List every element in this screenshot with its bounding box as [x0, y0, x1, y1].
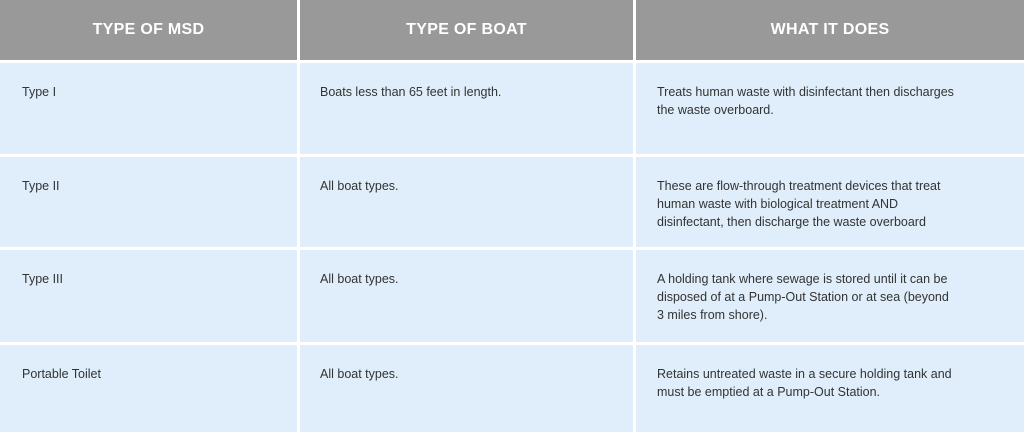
- cell-msd-type: Portable Toilet: [0, 342, 300, 432]
- cell-what-it-does: These are flow-through treatment devices that treat human waste with biological treatment AND disinfectant, then discharge the waste overboard: [636, 154, 1024, 247]
- cell-boat-type: All boat types.: [300, 154, 636, 247]
- header-what-it-does: WHAT IT DOES: [636, 0, 1024, 60]
- cell-what-it-does: A holding tank where sewage is stored until it can be disposed of at a Pump-Out Station or at sea (beyond 3 miles from shore).: [636, 247, 1024, 342]
- header-type-of-msd: TYPE OF MSD: [0, 0, 300, 60]
- cell-msd-type: Type II: [0, 154, 300, 247]
- cell-boat-type: All boat types.: [300, 342, 636, 432]
- cell-what-it-does: Treats human waste with disinfectant then discharges the waste overboard.: [636, 60, 1024, 154]
- cell-what-it-does: Retains untreated waste in a secure holding tank and must be emptied at a Pump-Out Station.: [636, 342, 1024, 432]
- cell-boat-type: All boat types.: [300, 247, 636, 342]
- cell-msd-type: Type III: [0, 247, 300, 342]
- cell-boat-type: Boats less than 65 feet in length.: [300, 60, 636, 154]
- header-type-of-boat: TYPE OF BOAT: [300, 0, 636, 60]
- cell-msd-type: Type I: [0, 60, 300, 154]
